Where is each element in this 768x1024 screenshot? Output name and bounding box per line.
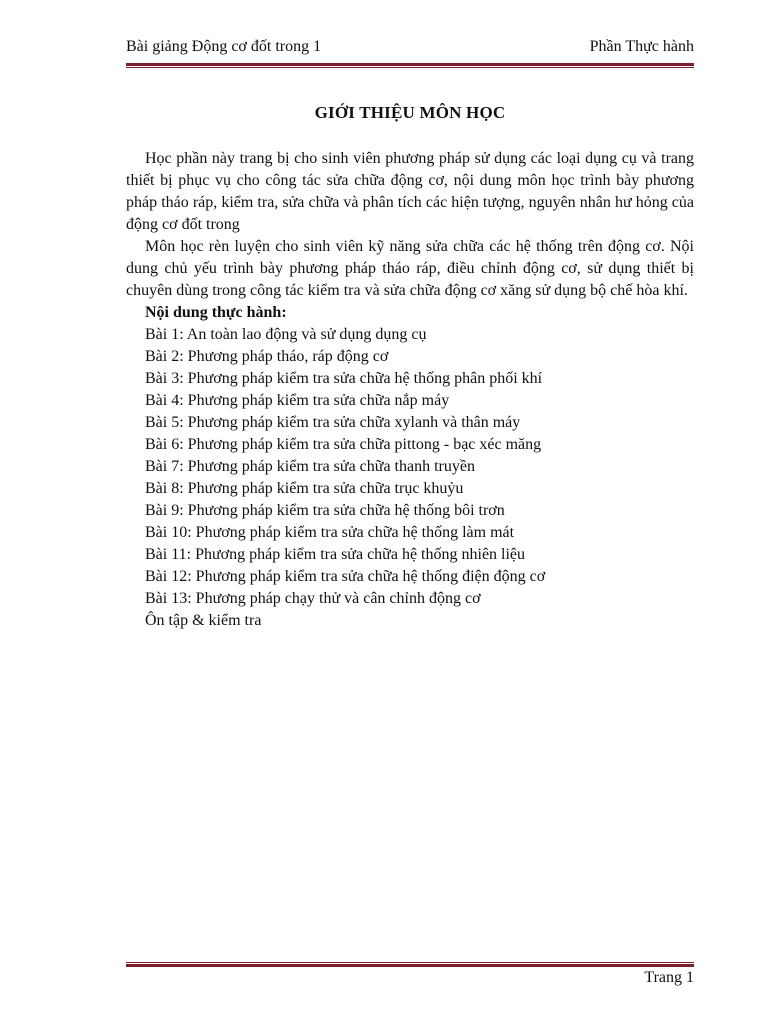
lesson-item-12: Bài 12: Phương pháp kiểm tra sửa chữa hệ thống điện động cơ bbox=[145, 568, 546, 585]
lesson-item-9: Bài 9: Phương pháp kiểm tra sửa chữa hệ thống bôi trơn bbox=[145, 502, 505, 519]
lesson-item-4: Bài 4: Phương pháp kiểm tra sửa chữa nắp máy bbox=[145, 392, 450, 409]
page-header bbox=[126, 38, 694, 60]
lesson-item-3: Bài 3: Phương pháp kiểm tra sửa chữa hệ thống phân phối khí bbox=[145, 370, 543, 387]
header-course-title: Bài giảng Động cơ đốt trong 1 bbox=[126, 38, 322, 55]
lesson-item-5: Bài 5: Phương pháp kiểm tra sửa chữa xylanh và thân máy bbox=[145, 414, 521, 431]
lesson-item-13: Bài 13: Phương pháp chạy thử và cân chỉnh động cơ bbox=[145, 590, 481, 607]
page-title: GIỚI THIỆU MÔN HỌC bbox=[314, 103, 506, 122]
practice-heading: Nội dung thực hành: bbox=[145, 304, 287, 321]
header-section-title: Phần Thực hành bbox=[589, 38, 694, 55]
lesson-item-11: Bài 11: Phương pháp kiểm tra sửa chữa hệ thống nhiên liệu bbox=[145, 546, 526, 563]
intro-paragraph-2: Môn học rèn luyện cho sinh viên kỹ năng sửa chữa các hệ thống trên động cơ. Nội dung chủ yếu trình bày phương pháp tháo ráp, điều chỉnh động cơ, sử dụng thiết bị chuyên dùng trong công tác kiểm tra và sửa chữa động cơ xăng sử dụng bộ chế hòa khí. bbox=[126, 238, 694, 299]
lesson-item-10: Bài 10: Phương pháp kiểm tra sửa chữa hệ thống làm mát bbox=[145, 524, 515, 541]
intro-paragraph-1: Học phần này trang bị cho sinh viên phương pháp sử dụng các loại dụng cụ và trang thiết bị phục vụ cho công tác sửa chữa động cơ, nội dung môn học trình bày phương pháp tháo ráp, kiểm tra, sửa chữa và phân tích các hiện tượng, nguyên nhân hư hỏng của động cơ đốt trong bbox=[126, 150, 694, 233]
lesson-item-2: Bài 2: Phương pháp tháo, ráp động cơ bbox=[145, 348, 389, 365]
review-item: Ôn tập & kiểm tra bbox=[145, 612, 262, 629]
lesson-item-8: Bài 8: Phương pháp kiểm tra sửa chữa trục khuỷu bbox=[145, 480, 464, 497]
lesson-item-1: Bài 1: An toàn lao động và sử dụng dụng cụ bbox=[145, 326, 427, 343]
document-body bbox=[126, 148, 694, 632]
page-number: Trang 1 bbox=[644, 969, 694, 986]
practice-content-list bbox=[126, 302, 694, 632]
lesson-item-6: Bài 6: Phương pháp kiểm tra sửa chữa pittong - bạc xéc măng bbox=[145, 436, 542, 453]
lesson-item-7: Bài 7: Phương pháp kiểm tra sửa chữa thanh truyền bbox=[145, 458, 475, 475]
